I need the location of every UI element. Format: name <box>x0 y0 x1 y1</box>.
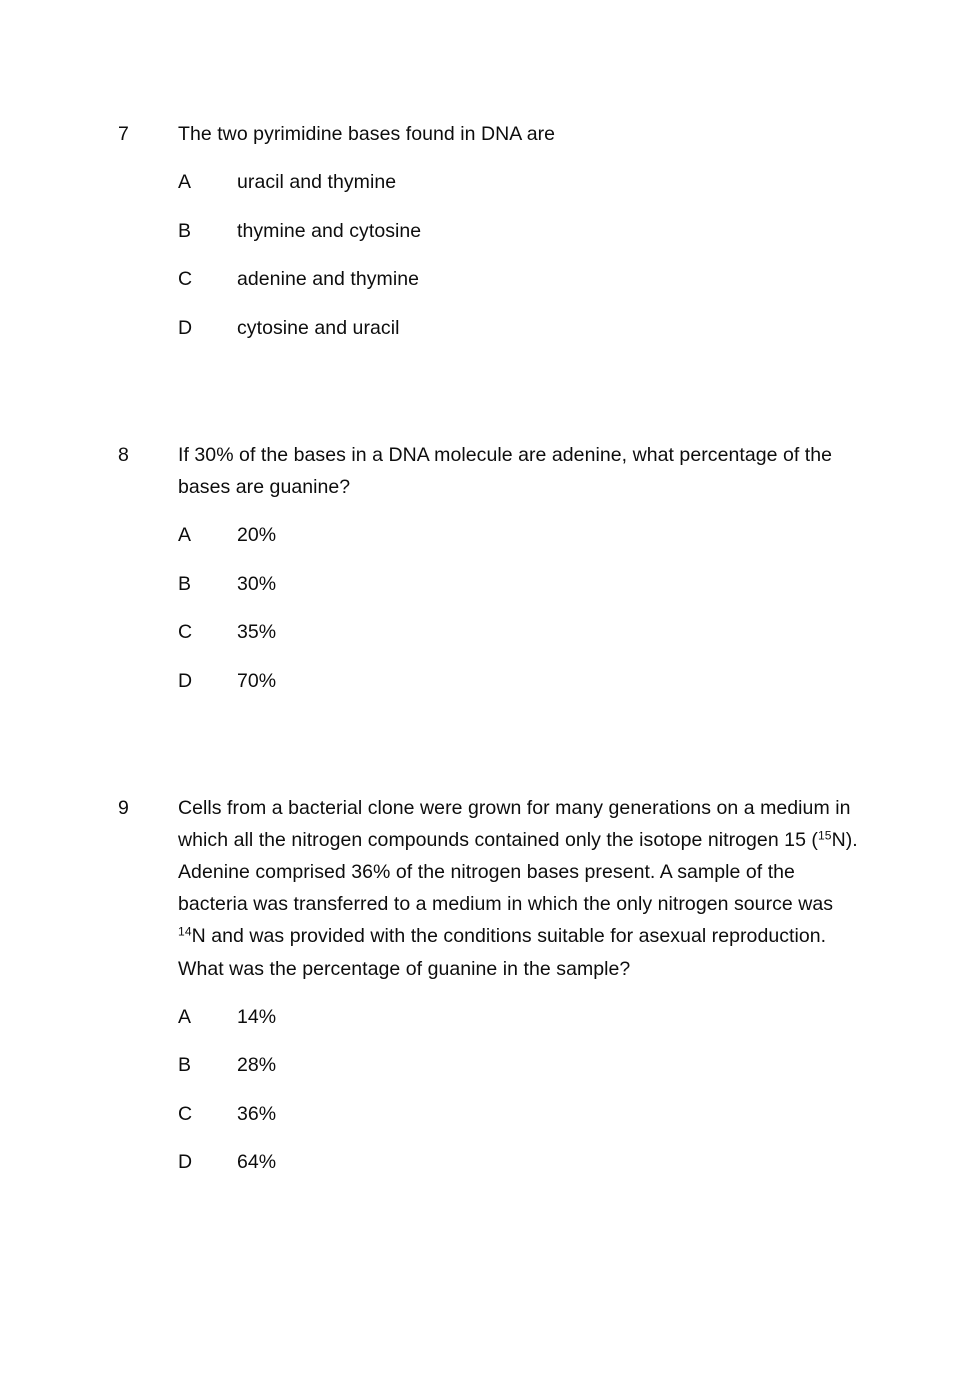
question-gap <box>118 696 860 745</box>
question-head <box>118 439 860 503</box>
question-text-run: If 30% of the bases in a DNA molecule are adenine, what percentage of the bases are guanine? <box>178 443 833 498</box>
option-row[interactable] <box>178 1099 860 1148</box>
question-text <box>178 439 860 503</box>
question-block <box>118 792 860 1178</box>
question-text-run: Cells from a bacterial clone were grown for many generations on a medium in which all the nitrogen compounds contained only the isotope nitrogen 15 ( <box>178 796 851 851</box>
option-row[interactable] <box>178 666 860 696</box>
option-letter: C <box>178 1102 193 1125</box>
option-letter: B <box>178 219 192 242</box>
option-text: thymine and cytosine <box>237 219 422 242</box>
option-letter: D <box>178 669 193 692</box>
option-letter: B <box>178 572 192 595</box>
option-text: 64% <box>237 1151 277 1174</box>
question-block <box>118 118 860 392</box>
option-row[interactable] <box>178 569 860 618</box>
question-gap <box>118 343 860 392</box>
option-text: 28% <box>237 1054 277 1077</box>
question-block <box>118 439 860 745</box>
option-row[interactable] <box>178 520 860 569</box>
option-letter: B <box>178 1054 192 1077</box>
question-text <box>178 792 860 985</box>
option-text: 35% <box>237 621 277 644</box>
option-row[interactable] <box>178 313 860 343</box>
question-text-run: N and was provided with the conditions suitable for asexual reproduction. What was the percentage of guanine in the sample? <box>178 925 827 980</box>
question-head <box>118 118 860 150</box>
question-text <box>178 118 860 150</box>
question-text-run: The two pyrimidine bases found in DNA are <box>178 123 556 145</box>
option-text: uracil and thymine <box>237 171 397 194</box>
option-text: cytosine and uracil <box>237 316 400 339</box>
question-text-run: N). Adenine comprised 36% of the nitrogen bases present. A sample of the bacteria was transferred to a medium in which the only nitrogen source was <box>178 828 858 916</box>
option-text: 36% <box>237 1102 277 1125</box>
option-row[interactable] <box>178 1002 860 1051</box>
option-row[interactable] <box>178 216 860 265</box>
option-row[interactable] <box>178 617 860 666</box>
option-text: 30% <box>237 572 277 595</box>
option-row[interactable] <box>178 1147 860 1177</box>
question-number: 8 <box>118 443 129 466</box>
isotope-superscript: 14 <box>178 925 192 940</box>
option-letter: D <box>178 1151 193 1174</box>
options-list <box>178 520 860 696</box>
option-letter: A <box>178 524 192 547</box>
option-letter: A <box>178 1005 192 1028</box>
option-row[interactable] <box>178 264 860 313</box>
isotope-superscript: 15 <box>817 828 832 843</box>
option-text: 14% <box>237 1005 277 1028</box>
question-number: 7 <box>118 123 129 145</box>
question-head <box>118 792 860 985</box>
questions-container <box>118 118 860 1177</box>
options-list <box>178 1002 860 1178</box>
option-text: adenine and thymine <box>237 268 420 291</box>
question-number: 9 <box>118 796 129 819</box>
option-letter: C <box>178 621 193 644</box>
option-letter: C <box>178 268 193 291</box>
option-letter: D <box>178 316 193 339</box>
option-text: 70% <box>237 669 277 692</box>
option-text: 20% <box>237 524 277 547</box>
option-row[interactable] <box>178 167 860 216</box>
option-row[interactable] <box>178 1050 860 1099</box>
option-letter: A <box>178 171 192 194</box>
options-list <box>178 167 860 343</box>
